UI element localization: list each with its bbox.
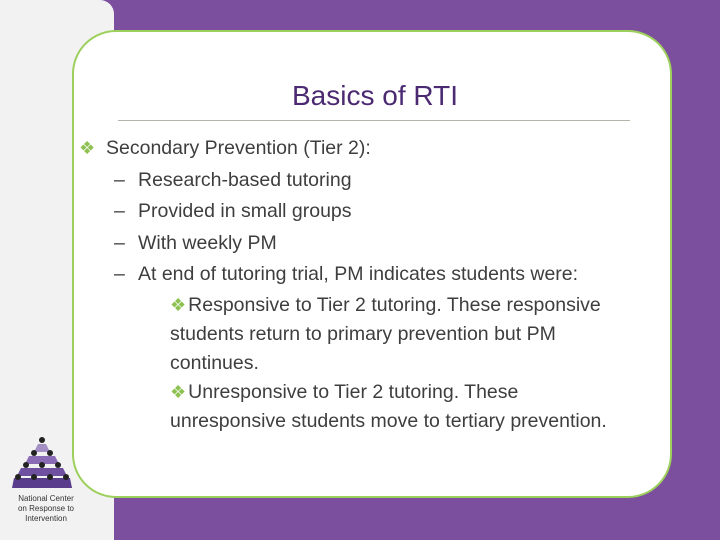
diamond-bullet-icon: ❖ [79, 138, 96, 158]
bullet-text-continued: students return to primary prevention but PM [170, 322, 556, 345]
title-divider [118, 120, 630, 121]
bullet-level3 [78, 291, 673, 378]
diamond-bullet-icon: ❖ [170, 294, 187, 315]
dash-bullet: – [114, 263, 125, 285]
dash-bullet: – [114, 168, 125, 191]
logo-line: on Response to [17, 504, 75, 513]
logo-caption [4, 494, 88, 524]
bullet-level2 [78, 165, 673, 197]
bullet-text-continued: continues. [170, 351, 259, 374]
bullet-level3 [78, 378, 673, 436]
bullet-text: With weekly PM [138, 231, 277, 254]
bullet-level2 [78, 259, 673, 291]
logo-line: Intervention [25, 514, 67, 523]
bullet-text: Unresponsive to Tier 2 tutoring. These [188, 380, 519, 403]
dash-bullet: – [114, 200, 125, 222]
bullet-text: Research-based tutoring [138, 168, 352, 191]
slide-title: Basics of RTI [292, 80, 458, 111]
bullet-text: Secondary Prevention (Tier 2): [106, 137, 371, 159]
bullet-text: Provided in small groups [138, 200, 352, 222]
bullet-text-continued: unresponsive students move to tertiary prevention. [170, 409, 607, 432]
slide-content [78, 133, 673, 436]
logo-line: National Center [18, 494, 74, 503]
bullet-text: Responsive to Tier 2 tutoring. These responsive [188, 293, 601, 316]
nc-rti-logo-icon [12, 434, 72, 490]
diamond-bullet-icon: ❖ [170, 381, 187, 402]
dash-bullet: – [114, 231, 125, 254]
bullet-text: At end of tutoring trial, PM indicates students were: [138, 263, 579, 285]
bullet-level2 [78, 228, 673, 260]
bullet-level2 [78, 196, 673, 228]
bullet-level1 [78, 133, 673, 165]
